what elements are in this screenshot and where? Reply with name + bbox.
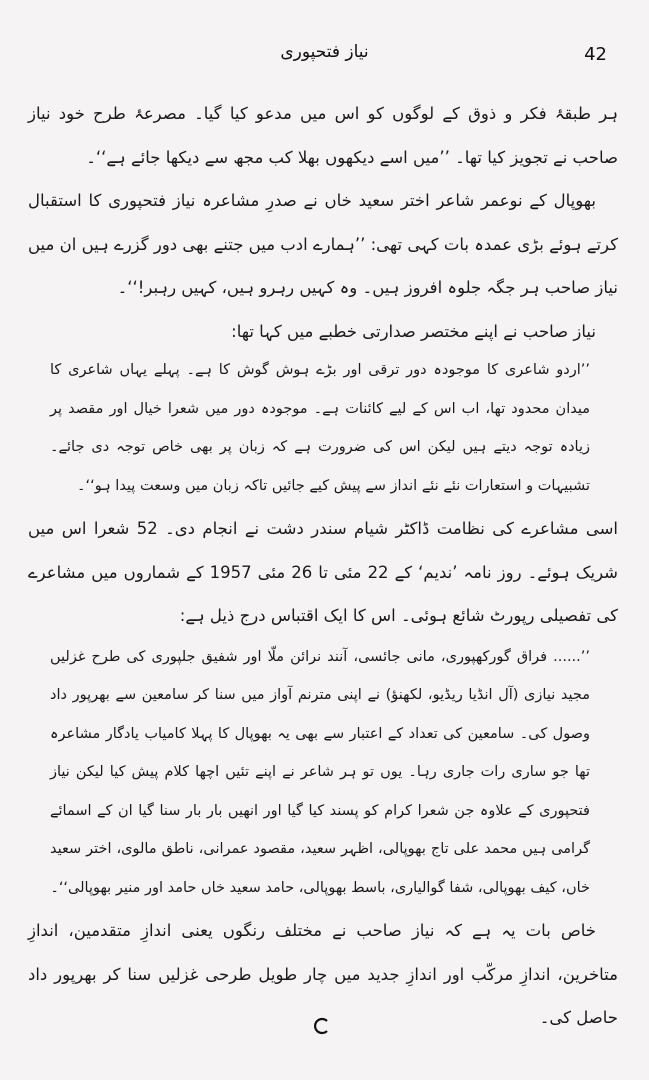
paragraph-4: اسی مشاعرے کی نظامت ڈاکٹر شیام سندر دشت نے انجام دی۔ 52 شعرا اس میں شریک ہوئے۔ روز نامہ ’ندیم‘ کے 22 مئی تا 26 مئی 1957 کے شماروں میں مشاعرے کی تفصیلی رپورٹ شائع ہوئی۔ اس کا ایک اقتباس درج ذیل ہے: [28,519,619,625]
paragraph-2: بھوپال کے نوعمر شاعر اختر سعید خاں نے صدرِ مشاعرہ نیاز فتحپوری کا استقبال کرتے ہوئے بڑی عمدہ بات کہی تھی: ’’ہمارے ادب میں جتنے بھی دور گزرے ہیں ان میں نیاز صاحب ہر جگہ جلوہ افروز ہیں۔ وہ کہیں رہرو ہیں، کہیں رہبر!‘‘۔ [28,191,618,297]
block-quote-2: ’’...... فراق گورکھپوری، مانی جائسی، آنند نرائن ملّا اور شفیق جلپوری کی طرح غزلیں مجید نیازی (آل انڈیا ریڈیو، لکھنؤ) نے اپنی مترنم آواز میں سنا کر سامعین سے بھرپور داد وصول کی۔ سامعین کی تعداد کے اعتبار سے بھی یہ بھوپال کا پہلا کامیاب یادگار مشاعرہ تھا جو ساری رات جاری رہا۔ یوں تو ہر شاعر نے اپنے تئیں اچھا کلام پیش کیا لیکن نیاز فتحپوری کے علاوہ جن شعرا کرام کو پسند کیا گیا اور انھیں بار بار سنا گیا ان کے اسمائے گرامی ہیں محمد علی تاج بھوپالی، اظہر سعید، مقصود عمرانی، ناطق مالوی، اختر سعید خاں، کیف بھوپالی، شفا گوالیاری، باسط بھوپالی، حامد سعید خاں حامد اور منیر بھوپالی‘‘۔ [50,648,590,896]
paragraph-1: ہر طبقۂ فکر و ذوق کے لوگوں کو اس میں مدعو کیا گیا۔ مصرعۂ طرح خود نیاز صاحب نے تجویز کیا تھا۔ ’’میں اسے دیکھوں بھلا کب مجھ سے دیکھا جائے ہے‘‘۔ [28,104,618,167]
page-header [0,40,649,72]
page-end-ornament-icon [312,1016,332,1036]
paragraph-5: خاص بات یہ ہے کہ نیاز صاحب نے مختلف رنگوں یعنی اندازِ متقدمین، اندازِ متاخرین، اندازِ مرکّب اور اندازِ جدید میں چار طویل طرحی غزلیں سنا کر بھرپور داد حاصل کی۔ [28,921,618,1027]
body-text [28,92,618,1040]
paragraph-3: نیاز صاحب نے اپنے مختصر صدارتی خطبے میں کہا تھا: [231,321,596,341]
running-title: نیاز فتحپوری [280,42,369,62]
block-quote-1: ’’اردو شاعری کا موجودہ دور ترقی اور بڑے ہوش گوش کا ہے۔ پہلے یہاں شاعری کا میدان محدود تھا، اب اس کے لیے کائنات ہے۔ موجودہ دور میں شعرا خیال اور مقصد پر زیادہ توجہ دیتے ہیں لیکن اس کی ضرورت ہے کہ زبان پر بھی خاص توجہ دی جائے۔ تشبیہات و استعارات نئے نئے انداز سے پیش کیے جائیں تاکہ زبان میں وسعت پیدا ہو‘‘۔ [50,362,590,494]
page-number: 42 [584,44,607,65]
